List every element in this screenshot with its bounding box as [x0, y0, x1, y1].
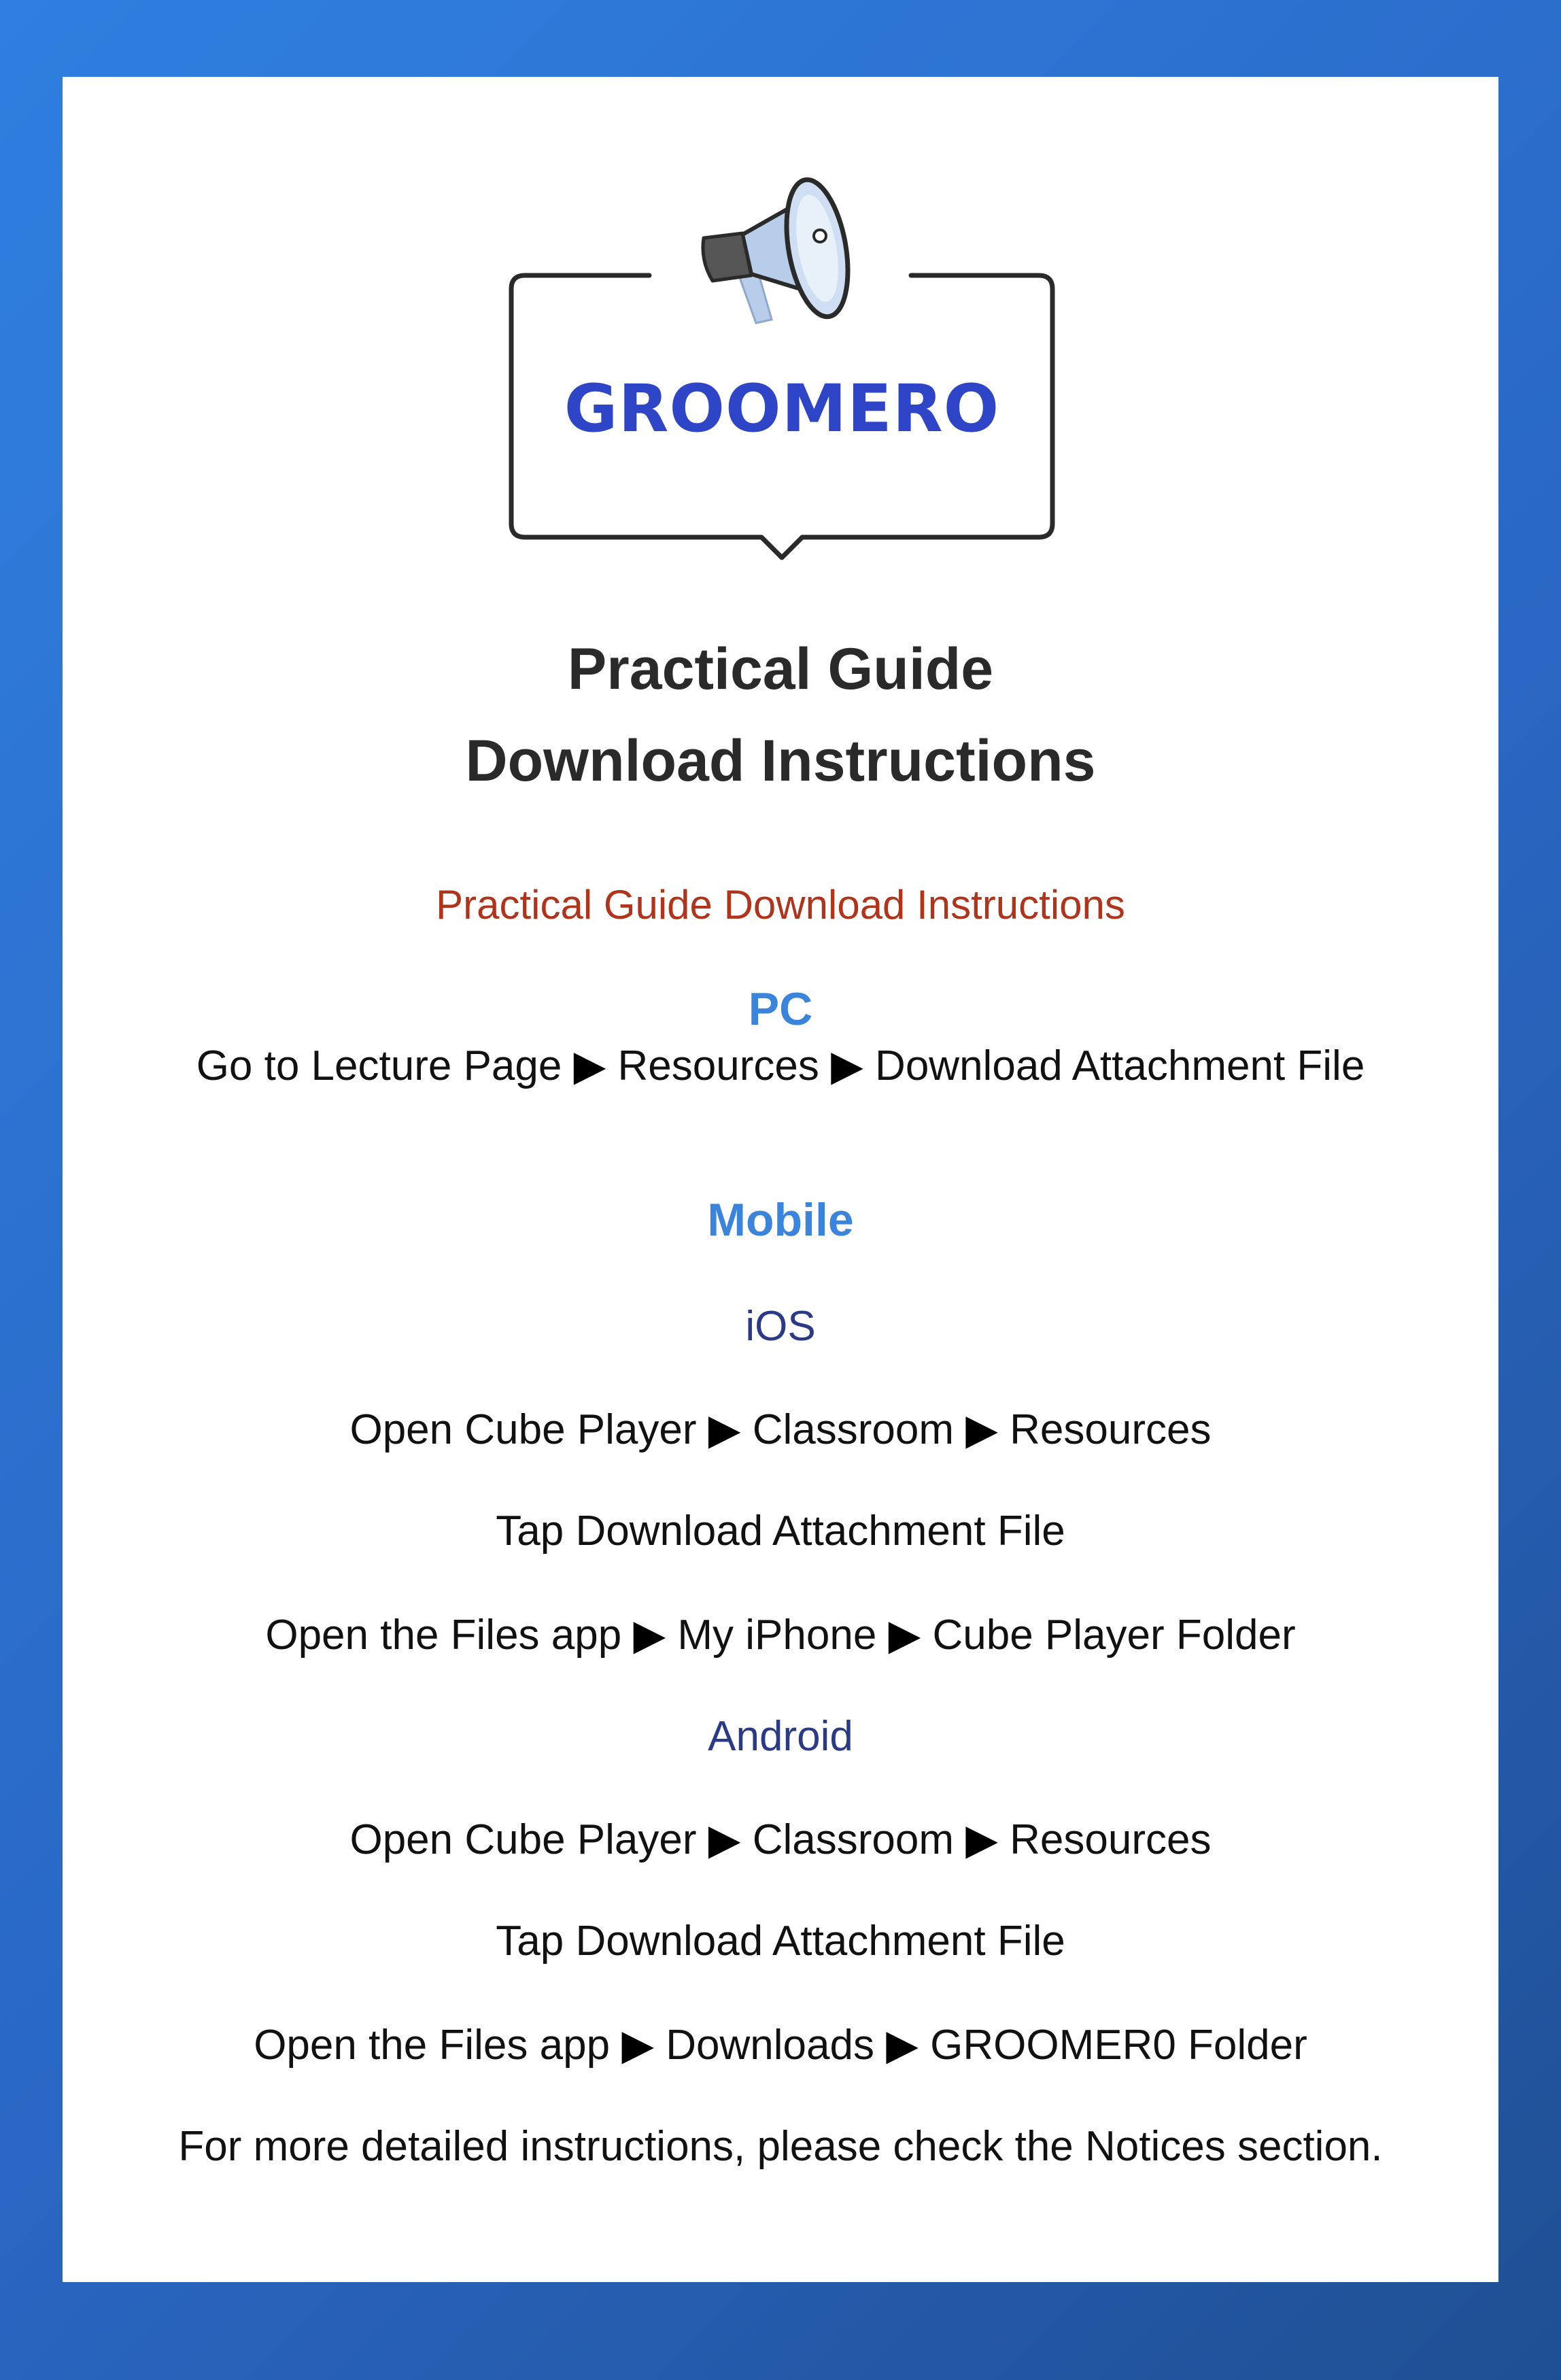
platform-label-ios: iOS — [745, 1303, 816, 1350]
step-part: Resources — [617, 1042, 819, 1089]
step-part: Downloads — [666, 2022, 874, 2069]
play-arrow-icon: ▶ — [708, 1406, 741, 1453]
play-arrow-icon: ▶ — [886, 2022, 919, 2069]
play-arrow-icon: ▶ — [633, 1612, 666, 1659]
ios-step-3 — [0, 1610, 1561, 1659]
pc-step-1 — [0, 1040, 1561, 1090]
step-part: Open the Files app — [265, 1612, 622, 1659]
step-part: My iPhone — [677, 1612, 877, 1659]
ios-step-2 — [0, 1507, 1561, 1555]
platform-label-android: Android — [708, 1713, 853, 1760]
page-title-line1: Practical Guide — [567, 636, 994, 702]
step-part: Tap Download Attachment File — [496, 1918, 1065, 1965]
step-part: Download Attachment File — [875, 1042, 1365, 1089]
logo-wordmark: GROOMERO — [564, 371, 1000, 447]
play-arrow-icon: ▶ — [965, 1406, 998, 1453]
play-arrow-icon: ▶ — [965, 1816, 998, 1863]
step-part: Classroom — [752, 1406, 954, 1453]
step-part: Tap Download Attachment File — [496, 1508, 1065, 1554]
step-part: GROOMER0 Folder — [930, 2022, 1307, 2069]
step-part: Open Cube Player — [349, 1406, 697, 1453]
android-step-3 — [0, 2020, 1561, 2069]
play-arrow-icon: ▶ — [888, 1612, 921, 1659]
android-step-1 — [0, 1814, 1561, 1864]
step-part: Open Cube Player — [349, 1816, 697, 1863]
step-part: Open the Files app — [254, 2022, 611, 2069]
play-arrow-icon: ▶ — [573, 1042, 606, 1089]
brand-logo — [503, 153, 1061, 561]
step-part: Cube Player Folder — [932, 1612, 1296, 1659]
page-subtitle: Practical Guide Download Instructions — [436, 882, 1125, 928]
section-heading-pc: PC — [748, 983, 813, 1035]
android-step-2 — [0, 1917, 1561, 1965]
section-heading-mobile: Mobile — [707, 1194, 854, 1246]
ios-step-1 — [0, 1404, 1561, 1454]
megaphone-icon — [503, 153, 1061, 561]
step-part: Resources — [1010, 1406, 1212, 1453]
step-part: Resources — [1010, 1816, 1212, 1863]
play-arrow-icon: ▶ — [708, 1816, 741, 1863]
step-part: Classroom — [752, 1816, 954, 1863]
footer-note: For more detailed instructions, please check the Notices section. — [178, 2123, 1383, 2170]
step-part: Go to Lecture Page — [196, 1042, 562, 1089]
play-arrow-icon: ▶ — [621, 2022, 654, 2069]
page-title-line2: Download Instructions — [465, 728, 1096, 794]
play-arrow-icon: ▶ — [831, 1042, 863, 1089]
